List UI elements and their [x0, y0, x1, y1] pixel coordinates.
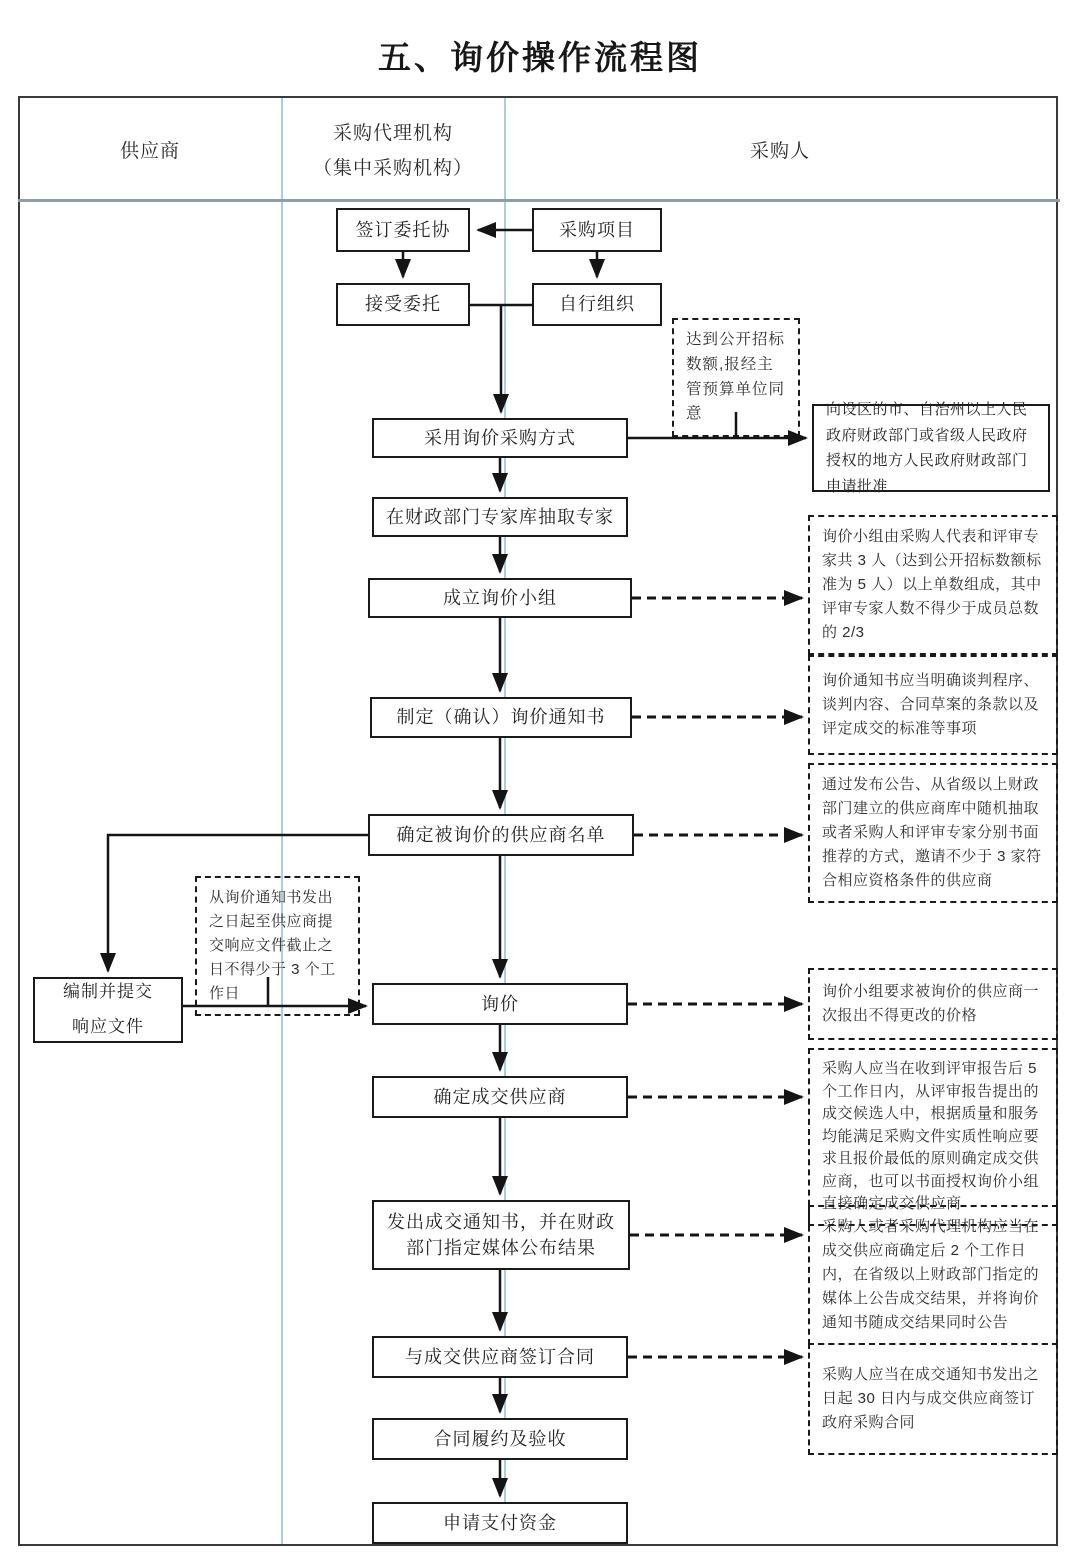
note-supplier-selection: 通过发布公告、从省级以上财政部门建立的供应商库中随机抽取或者采购人和评审专家分别书面推荐的方式，邀请不少于 3 家符合相应资格条件的供应商 [808, 763, 1058, 903]
node-apply-payment: 申请支付资金 [372, 1502, 628, 1544]
page-title: 五、询价操作流程图 [378, 39, 702, 76]
node-inquiry: 询价 [372, 983, 628, 1025]
node-apply-for-approval: 向设区的市、自治州以上人民政府财政部门或省级人民政府授权的地方人民政府财政部门申请批准 [812, 404, 1050, 492]
lane-label-agency [286, 118, 500, 180]
node-form-inquiry-group: 成立询价小组 [368, 578, 632, 618]
node-issue-transaction-notice: 发出成交通知书，并在财政部门指定媒体公布结果 [372, 1200, 630, 1270]
lane-label-agency-line1: 采购代理机构 [332, 123, 453, 144]
node-procurement-project: 采购项目 [532, 208, 662, 252]
node-prepare-response [33, 977, 183, 1043]
note-contract-deadline: 采购人应当在成交通知书发出之日起 30 日内与成交供应商签订政府采购合同 [808, 1343, 1058, 1455]
lane-label-supplier: 供应商 [119, 141, 180, 162]
node-extract-experts: 在财政部门专家库抽取专家 [372, 497, 628, 537]
note-one-time-quote: 询价小组要求被询价的供应商一次报出不得更改的价格 [808, 968, 1058, 1040]
note-response-deadline: 从询价通知书发出之日起至供应商提交响应文件截止之日不得少于 3 个工作日 [195, 876, 360, 1016]
note-group-composition: 询价小组由采购人代表和评审专家共 3 人（达到公开招标数额标准为 5 人）以上单数组成，其中评审专家人数不得少于成员总数的 2/3 [808, 515, 1058, 655]
node-determine-supplier-list: 确定被询价的供应商名单 [368, 814, 634, 856]
node-contract-performance: 合同履约及验收 [372, 1418, 628, 1460]
header-separator [18, 199, 1060, 202]
lane-label-purchaser: 采购人 [749, 141, 810, 162]
lane-label-agency-line2: （集中采购机构） [312, 158, 473, 179]
note-notice-requirements: 询价通知书应当明确谈判程序、谈判内容、合同草案的条款以及评定成交的标准等事项 [808, 655, 1058, 755]
node-draft-inquiry-notice: 制定（确认）询价通知书 [370, 697, 632, 738]
lane-divider-left [281, 98, 283, 1544]
note-winner-determination: 采购人应当在收到评审报告后 5 个工作日内，从评审报告提出的成交候选人中，根据质量和服务均能满足采购文件实质性响应要求且报价最低的原则确定成交供应商，也可以书面授权询价小组直接确定成交供应商 [808, 1048, 1058, 1226]
node-sign-contract: 与成交供应商签订合同 [372, 1336, 628, 1378]
node-accept-entrustment: 接受委托 [336, 283, 470, 326]
note-result-announcement: 采购人或者采购代理机构应当在成交供应商确定后 2 个工作日内，在省级以上财政部门指定的媒体上公告成交结果，并将询价通知书随成交结果同时公告 [808, 1205, 1058, 1345]
note-open-tender-threshold: 达到公开招标数额,报经主管预算单位同意 [672, 318, 800, 437]
node-self-organize: 自行组织 [532, 283, 662, 326]
node-prepare-response-line2: 响应文件 [72, 1017, 144, 1036]
node-prepare-response-line1: 编制并提交 [63, 982, 153, 1002]
node-sign-agreement: 签订委托协 [336, 208, 470, 252]
node-determine-winning-supplier: 确定成交供应商 [372, 1076, 628, 1118]
node-adopt-inquiry-method: 采用询价采购方式 [372, 418, 628, 458]
